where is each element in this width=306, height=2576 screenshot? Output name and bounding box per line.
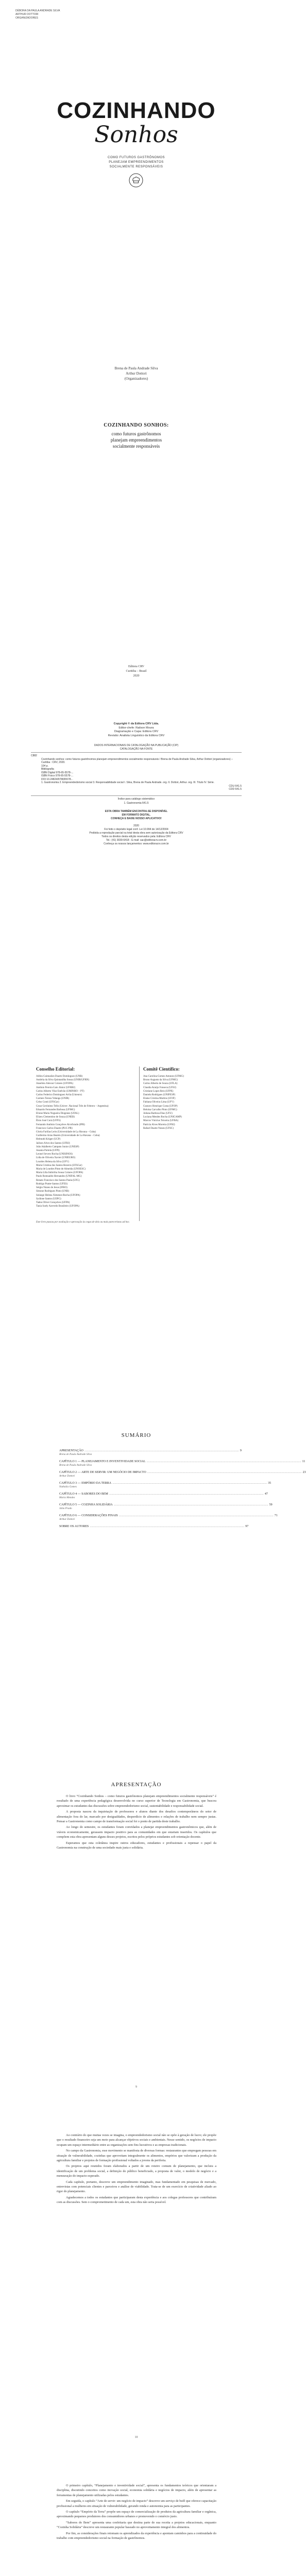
- council-member: Élsio José Corá (UFFS): [36, 1120, 61, 1123]
- summary-entry-label: CAPÍTULO 1 — PLANEJAMENTO E INVENTIVIDADE SOCIAL: [59, 1460, 146, 1463]
- council-member: Claudia Araújo Fonseca (UFSJ): [143, 1086, 176, 1089]
- summary-entry-page: 59: [269, 1503, 273, 1506]
- chef-hat-icon: [129, 173, 143, 188]
- council-member: Helmuth Krüger (UCP): [36, 1138, 61, 1141]
- council-member: Marcos Vinícius Teixeira (UFBA): [143, 1120, 179, 1123]
- paragraph: Ao longo do semestre, os estudantes foram convidados a planejar empreendimentos gastronômicos que, além de viáveis economicamente, gerassem impacto positivo para as comunidades em que estariam inseridos. Os capítulos que compõem esta obra apresentam alguns desses projetos, escritos pelos próprios estudantes sob orientação docente.: [57, 1825, 216, 1839]
- dot-leader: ........................................................................................................................................................................................................: [112, 1482, 267, 1485]
- council-member: Paulo Romualdo Hernandes (UNIFAL-MG): [36, 1175, 82, 1178]
- council-member: Solange Helena Ximenes-Rocha (UFOPA): [36, 1194, 80, 1197]
- council-member: Jailson Alves dos Santos (UFRJ): [36, 1142, 70, 1145]
- summary-entry[interactable]: [59, 1449, 242, 1453]
- council-member: Maria Lília Imbiriba Sousa Colares (UFOPA): [36, 1172, 83, 1175]
- scientific-committee-heading: Comitê Científico:: [143, 1066, 180, 1072]
- council-member: João Adalberto Campato Junior (UNESP): [36, 1145, 79, 1148]
- summary-entry[interactable]: [59, 1481, 271, 1485]
- page-body: [57, 2133, 216, 2206]
- council-member: Sydione Santos (UEPG): [36, 1197, 61, 1200]
- dot-leader: ........................................................................................................................................................................................................: [146, 1460, 301, 1463]
- summary-entry-label: APRESENTAÇÃO: [59, 1449, 83, 1452]
- summary-entry-label: CAPÍTULO 2 — ARTE DE SERVIR: UM NEGÓCIO DE IMPACTO: [59, 1471, 146, 1474]
- summary-entry-page: 47: [264, 1493, 268, 1496]
- council-member: Carlos Alberto de Souza (UFLA): [143, 1082, 178, 1086]
- book-subtitle: como futuros gastrônomos planejam empreendimentos socialmente responsáveis: [110, 431, 162, 449]
- council-member: Luciana Mendes Rocha (UNICAMP): [143, 1116, 182, 1119]
- catalog-divider: [31, 795, 242, 796]
- council-member: Bruno Augusto da Silva (UFMG): [143, 1079, 178, 1082]
- summary-entry-label: CAPÍTULO 6 — CONSIDERAÇÕES FINAIS: [59, 1514, 118, 1517]
- dot-leader: ........................................................................................................................................................................................................: [118, 1514, 274, 1517]
- book-title: COZINHANDO SONHOS:: [104, 422, 169, 428]
- paragraph: Esperamos que esta coletânea inspire outros educadores, estudantes e profissionais a repensar o papel da Gastronomia na construção de uma sociedade mais justa e solidária.: [57, 1841, 216, 1850]
- council-member: Eduardo Fernandes Barbosa (UFMG): [36, 1108, 75, 1111]
- council-member: Francisco Carlos Duarte (PUC-PR): [36, 1127, 73, 1130]
- council-member: Celso Conti (UFSCar): [36, 1101, 59, 1104]
- page-number: 9: [135, 2086, 137, 2089]
- paragraph: Os projetos aqui reunidos foram elaborados a partir de um roteiro comum de planejamento, que incluiu a identificação de um problema social, a definição do público beneficiado, a proposta de valor, o modelo de negócio e a mensuração do impacto esperado.: [57, 2164, 216, 2178]
- catalog-record: C882 Cozinhando sonhos: como futuros gastrônomos planejam empreendimentos socialmente responsáveis / Brena de Paula Andrade Silva, Arthur Dottori (organizadores) – Curitiba : CRV, 2020. 104 p. Bibliografia ISBN Digital 978-65-5578-... ISBN Físico 978-65-5578-... DOI 10.24824/978655578... 1. Gastronomia 2. Empreendedorismo social 3. Responsabilidade social I. Silva, Brena de Paula Andrade. org. II. Dottori, Arthur. org. III. Título IV. Série. CDU 641.5 CDD 641.5: [31, 754, 242, 791]
- copyright-page: [0, 701, 273, 1051]
- summary-entry-page: 23: [302, 1471, 306, 1474]
- summary-entry-author: Júlia Prado: [59, 1507, 72, 1510]
- cover-subtitle: COMO FUTUROS GASTRÔNOMOS PLANEJAM EMPREENDIMENTOS SOCIALMENTE RESPONSÁVEIS: [108, 156, 165, 168]
- summary-entry-page: 9: [240, 1449, 242, 1452]
- cover-title-script: Sonhos: [94, 122, 178, 148]
- paragraph: O livro “Cozinhando Sonhos – como futuros gastrônomos planejam empreendimentos socialmente responsáveis” é resultado de uma experiência pedagógica desenvolvida no curso superior de Tecnologia em Gastronomia, que buscou aproximar os estudantes das discussões sobre empreendedorismo social, sustentabilidade e responsabilidade social.: [57, 1794, 216, 1808]
- council-member: Leonel Severo Rocha (UNISINOS): [36, 1153, 73, 1156]
- index-line: 1. Gastronomia 641.5: [124, 802, 149, 805]
- summary-entry-label: CAPÍTULO 4 — SABORES DO BEM: [59, 1493, 108, 1496]
- council-member: Rafael Duarte Nunes (UFSC): [143, 1127, 174, 1130]
- paragraph: No campo da Gastronomia, esse movimento se manifesta de diversas formas: restaurantes que empregam pessoas em situação de vulnerabilidade, cozinhas que aproveitam integralmente os alimentos, empórios que valorizam a produção da agricultura familiar e projetos de formação profissional voltados a jovens da periferia.: [57, 2149, 216, 2163]
- council-member: Juliana Barbosa Dias (UFU): [143, 1112, 173, 1115]
- council-member: Daniela Rodrigues (UNIFESP): [143, 1094, 176, 1097]
- summary-entry[interactable]: [59, 1492, 268, 1496]
- council-member: Carmen Tereza Velanga (UNIR): [36, 1097, 70, 1100]
- council-member: Simone Rodrigues Pinto (UNB): [36, 1190, 70, 1193]
- dot-leader: ........................................................................................................................................................................................................: [84, 1449, 239, 1452]
- council-page: [0, 1051, 273, 1401]
- summary-entry[interactable]: [59, 1524, 249, 1529]
- council-member: Elione Maria Nogueira Diogenes (UFAL): [36, 1112, 79, 1115]
- council-member: Cesar Gerónimo Tello (Univer .Nacional Três de Febrero – Argentina): [36, 1105, 109, 1108]
- text-page: [0, 2452, 273, 2576]
- presentation-body: [57, 1794, 216, 1851]
- summary-entry-page: 11: [302, 1460, 305, 1463]
- summary-entry-label: CAPÍTULO 5 — COZINHA SOLIDÁRIA: [59, 1503, 113, 1506]
- council-member: Rodrigo Pratte-Santos (UFES): [36, 1182, 68, 1185]
- council-member: Sérgio Nunes de Jesus (IFRO): [36, 1187, 67, 1190]
- summary-entry-author: Nathalia Gomes: [59, 1485, 77, 1488]
- summary-entry-page: 97: [245, 1525, 249, 1528]
- editorial-council-list: [36, 1075, 137, 1208]
- summary-page: [0, 1401, 306, 1752]
- summary-entry[interactable]: [59, 1470, 306, 1475]
- summary-entry-author: Maria Mendes: [59, 1496, 75, 1499]
- copyright-block: Copyright © da Editora CRV Ltda. Editor-chefe: Railson Moura Diagramação e Capa: Editora CRV Revisão: Analista Linguístico da Editora CRV: [108, 722, 165, 737]
- catalog-divider: [31, 752, 242, 753]
- dot-leader: ........................................................................................................................................................................................................: [109, 1493, 264, 1496]
- council-member: Aldira Guimarães Duarte Domínguez (UNB): [36, 1075, 83, 1078]
- paragraph: “Sabores do Bem” apresenta uma confeitaria que destina parte de sua receita a projetos educacionais, enquanto “Cozinha Solidária” descreve um restaurante popular baseado no aproveitamento integral dos alimentos.: [57, 2520, 216, 2530]
- paragraph: Cada capítulo, portanto, descreve um empreendimento imaginado, mas fundamentado em pesquisas de mercado, entrevistas com potenciais clientes e parceiros e análise de viabilidade. Trata-se de um exercício de criatividade aliado ao rigor do planejamento.: [57, 2180, 216, 2194]
- summary-entry[interactable]: [59, 1460, 305, 1464]
- organizers: Brena de Paula Andrade Silva Arthur Dottori (Organizadores): [114, 366, 158, 381]
- dot-leader: ........................................................................................................................................................................................................: [147, 1471, 302, 1474]
- council-member: Lourdes Helena da Silva (UFV): [36, 1160, 69, 1163]
- paragraph: Agradecemos a todos os estudantes que participaram desta experiência e aos colegas professores que contribuíram com as discussões. Sem o comprometimento de cada um, esta obra não seria possível.: [57, 2195, 216, 2205]
- summary-entry-author: Arthur Dottori: [59, 1475, 75, 1478]
- council-member: Tadeu Oliver Gonçalves (UFPA): [36, 1201, 70, 1204]
- council-member: Maria de Lourdes Pinto de Almeida (UNOESC): [36, 1168, 86, 1171]
- council-member: Renato Francisco dos Santos Paula (UFG): [36, 1179, 80, 1182]
- paragraph: A proposta nasceu da inquietação de professores e alunos diante dos desafios contemporâneos do setor de alimentação fora do lar, marcado por desigualdades, desperdício de alimentos e relações de trabalho nem sempre justas. Pensar a Gastronomia como campo de transformação social foi o ponto de partida deste trabalho.: [57, 1810, 216, 1824]
- summary-list: [59, 1446, 306, 1529]
- paragraph: Em seguida, o capítulo “Arte de servir: um negócio de impacto” descreve um serviço de bufê que oferece capacitação profissional a mulheres em situação de vulnerabilidade, gerando renda e autonomia para as participantes.: [57, 2499, 216, 2508]
- council-member: Fabiana Oliveira Lima (UFV): [143, 1101, 174, 1104]
- page-body: [57, 2483, 216, 2541]
- cover-organizers-label: ORGANIZADORES: [15, 16, 38, 20]
- presentation-title: APRESENTAÇÃO: [111, 1782, 162, 1788]
- paragraph: Ao contrário do que muitas vezes se imagina, o empreendedorismo social não se opõe à geração de lucro; ele propõe que o resultado financeiro seja um meio para alcançar objetivos sociais e ambientais. Nesse sentido, os negócios de impacto ocupam um espaço intermediário entre as organizações sem fins lucrativos e as empresas tradicionais.: [57, 2133, 216, 2147]
- council-member: Gustavo Henrique Costa (UFOP): [143, 1105, 178, 1108]
- council-member: Lídia de Oliveira Xavier (UNIEURO): [36, 1157, 76, 1160]
- index-heading: Índice para catálogo sistemático: [117, 798, 155, 801]
- publisher-info: Editora CRV Curitiba – Brasil 2020: [126, 665, 147, 677]
- council-member: Carlos Alberto Vilar Estêvão (UMINHO – PT): [36, 1090, 84, 1093]
- scientific-committee-list: [143, 1075, 244, 1130]
- council-member: Patrícia Alves Moreira (UFRJ): [143, 1123, 175, 1126]
- summary-entry[interactable]: [59, 1503, 273, 1507]
- column-divider: [139, 1066, 140, 1221]
- catalog-heading: DADOS INTERNACIONAIS DE CATALOGAÇÃO NA PUBLICAÇÃO (CIP) CATALOGAÇÃO NA FONTE: [94, 744, 179, 751]
- council-member: Ana Carolina Gomes Antunes (UFMG): [143, 1075, 184, 1078]
- cover-author: ARTHUR DOTTORI: [15, 13, 39, 16]
- title-page: [0, 350, 273, 701]
- paragraph: Por fim, as considerações finais retomam os aprendizados da experiência e apontam caminhos para a continuidade do trabalho com empreendedorismo social na formação de gastrônomos.: [57, 2531, 216, 2540]
- page-number: 10: [134, 2436, 138, 2439]
- dot-leader: ........................................................................................................................................................................................................: [113, 1503, 268, 1506]
- editorial-council-heading: Conselho Editorial:: [36, 1066, 75, 1072]
- cover-page: [0, 0, 273, 351]
- paragraph: O capítulo “Empório da Terra” propõe um espaço de comercialização de produtos da agricultura familiar e orgânica, aproximando pequenos produtores dos consumidores urbanos e promovendo o comércio justo.: [57, 2510, 216, 2519]
- cover-author: DÉBORA DA PAULA ANDRADE SILVA: [15, 9, 60, 12]
- summary-title: SUMÁRIO: [121, 1432, 151, 1438]
- council-member: Tania Suely Azevedo Brasileiro (UFOPA): [36, 1205, 79, 1208]
- summary-entry-page: 71: [274, 1514, 278, 1517]
- council-member: Heloísa Carvalho Pinto (UFMG): [143, 1108, 177, 1111]
- council-member: Andréia da Silva Quintanilha Sousa (UNIR/UFRN): [36, 1079, 90, 1082]
- summary-entry-label: CAPÍTULO 3 — EMPÓRIO DA TERRA: [59, 1482, 112, 1485]
- digital-edition-notice: ESTA OBRA TAMBÉM ENCONTRA-SE DISPONÍVEL EM FORMATO DIGITAL. CONHEÇA E BAIXE NOSSO APLICATIVO!: [105, 810, 168, 820]
- legal-notice: 2020 Foi feito o depósito legal conf. Lei 10.994 de 14/12/2004 Proibida a reprodução parcial ou total desta obra sem autorização da Editora CRV Todos os direitos desta edição reservados pela: Editora CRV Tel.: (41) 3039-6418 - E-mail: sac@editoracrv.com.br Conheça os nossos lançamentos: www.editoracrv.com.br: [89, 824, 183, 845]
- presentation-page: [0, 1752, 273, 2102]
- cover-title: COZINHANDO: [57, 98, 216, 123]
- council-member: Anselmo Alencar Colares (UFOPA): [36, 1082, 73, 1086]
- council-member: Elaine Cristina Martins (UFJF): [143, 1097, 176, 1100]
- council-member: Gloria Fariñas León (Universidade de La Havana – Cuba): [36, 1131, 96, 1134]
- summary-entry-author: Brena de Paula Andrade Silva: [59, 1464, 92, 1467]
- summary-entry-page: 35: [268, 1482, 271, 1485]
- peer-review-note: Este livro passou por avaliação e aprovação às cegas de dois ou mais pareceristas ad hoc.: [36, 1221, 130, 1224]
- council-member: Fernando Antônio Gonçalves Alcoforado (IPB): [36, 1123, 85, 1126]
- summary-entry-author: Brena de Paula Andrade Silva: [59, 1453, 92, 1456]
- council-member: Maria Cristina dos Santos Bezerra (UFSCar): [36, 1164, 82, 1167]
- council-member: Antônio Pereira Gaio Júnior (UFRRJ): [36, 1086, 76, 1089]
- council-member: Josania Portela (UFPI): [36, 1149, 60, 1153]
- summary-entry-author: Arthur Dottori: [59, 1518, 75, 1521]
- council-member: Cristiane Lopes Reis (UFPE): [143, 1090, 174, 1093]
- text-page: [0, 2102, 273, 2452]
- summary-entry[interactable]: [59, 1514, 278, 1518]
- council-member: Carlos Federico Dominguez Avila (Unieuro): [36, 1094, 82, 1097]
- paragraph: O primeiro capítulo, “Planejamento e inventividade social”, apresenta os fundamentos teóricos que orientaram a disciplina, discutindo conceitos como inovação social, economia solidária e negócios de impacto, além de apresentar as ferramentas de planejamento utilizadas pelos estudantes.: [57, 2484, 216, 2497]
- dot-leader: ........................................................................................................................................................................................................: [90, 1525, 245, 1528]
- council-member: Elizeu Clementino de Souza (UNEB): [36, 1116, 75, 1119]
- council-member: Guillermo Arias Beatón (Universidade de La Havana – Cuba): [36, 1134, 100, 1138]
- summary-entry-label: SOBRE OS AUTORES: [59, 1525, 89, 1528]
